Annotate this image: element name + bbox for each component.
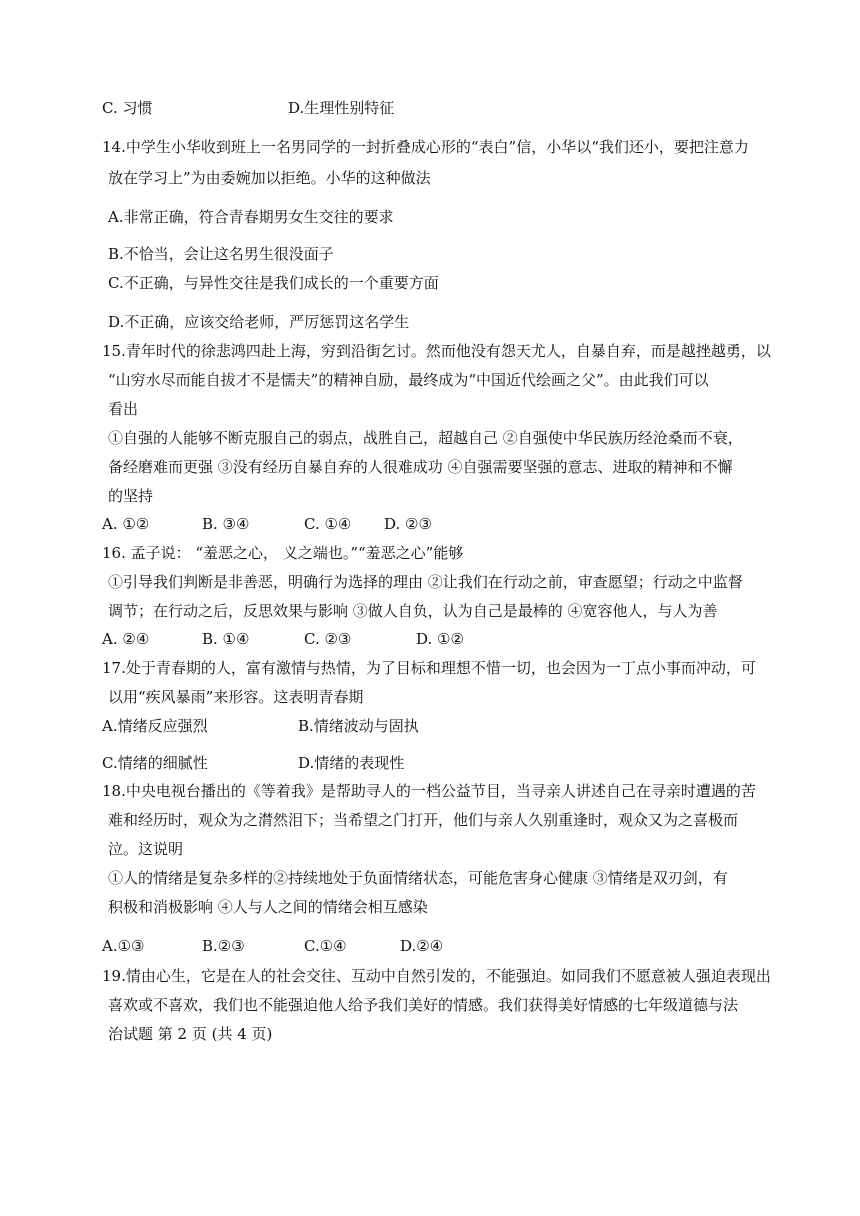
option-d: D.情绪的表现性 — [298, 754, 405, 772]
question-16-statements: ①引导我们判断是非善恶，明确行为选择的理由 ②让我们在行动之前，审查愿望；行动之中监督 — [108, 573, 743, 591]
question-18-statements: ①人的情绪是复杂多样的②持续地处于负面情绪状态，可能危害身心健康 ③情绪是双刃剑，有 — [108, 869, 728, 887]
question-16-stem: 16. 孟子说： “羞恶之心， 义之端也。”“羞恶之心”能够 — [102, 544, 464, 562]
question-14-stem: 14.中学生小华收到班上一名男同学的一封折叠成心形的“表白”信，小华以“我们还小，要把注意力 — [102, 138, 749, 156]
question-19-stem-cont: 喜欢或不喜欢，我们也不能强迫他人给予我们美好的情感。我们获得美好情感的七年级道德与法 — [108, 996, 739, 1014]
question-18-stem-cont: 难和经历时，观众为之潸然泪下；当希望之门打开，他们与亲人久别重逢时，观众又为之喜极而 — [108, 811, 739, 829]
question-15-stem-cont: “山穷水尽而能自拔才不是懦夫”的精神自励，最终成为“中国近代绘画之父”。由此我们可以 — [108, 371, 709, 389]
page-footer: 治试题 第 2 页 (共 4 页) — [108, 1025, 273, 1043]
option-b: B.②③ — [202, 937, 245, 955]
option-c: C.情绪的细腻性 — [102, 754, 208, 772]
option-d: D.生理性别特征 — [288, 99, 395, 117]
option-c: C. 习惯 — [102, 99, 153, 117]
option-c: C.不正确，与异性交往是我们成长的一个重要方面 — [108, 274, 439, 292]
question-17-stem-cont: 以用“疾风暴雨”来形容。这表明青春期 — [108, 688, 364, 706]
option-a: A.非常正确，符合青春期男女生交往的要求 — [108, 208, 394, 226]
question-19-stem: 19.情由心生，它是在人的社会交往、互动中自然引发的，不能强迫。如同我们不愿意被人强迫表现出 — [102, 967, 771, 985]
question-15-stem: 15.青年时代的徐悲鸿四赴上海，穷到沿街乞讨。然而他没有怨天尤人，自暴自弃，而是越挫越勇，以 — [102, 342, 771, 360]
question-15-stem-cont: 看出 — [108, 400, 139, 418]
option-b: B.不恰当，会让这名男生很没面子 — [108, 245, 334, 263]
option-c: C. ①④ — [304, 515, 352, 533]
option-d: D. ②③ — [384, 515, 432, 533]
question-16-statements: 调节；在行动之后，反思效果与影响 ③做人自负，认为自己是最棒的 ④宽容他人，与人为善 — [108, 602, 718, 620]
option-b: B. ①④ — [202, 630, 250, 648]
option-d: D.②④ — [400, 937, 444, 955]
option-a: A. ①② — [102, 515, 150, 533]
question-14-stem-cont: 放在学习上”为由委婉加以拒绝。小华的这种做法 — [108, 169, 431, 187]
option-d: D.不正确，应该交给老师，严厉惩罚这名学生 — [108, 313, 410, 331]
question-18-stem-cont: 泣。这说明 — [108, 840, 184, 858]
option-a: A.①③ — [102, 937, 145, 955]
question-18-statements: 积极和消极影响 ④人与人之间的情绪会相互感染 — [108, 898, 428, 916]
option-c: C. ②③ — [304, 630, 352, 648]
option-b: B.情绪波动与固执 — [298, 717, 419, 735]
question-15-statements: 的坚持 — [108, 487, 154, 505]
option-b: B. ③④ — [202, 515, 250, 533]
question-15-statements: ①自强的人能够不断克服自己的弱点，战胜自己，超越自己 ②自强使中华民族历经沧桑而不衰， — [108, 429, 743, 447]
option-a: A. ②④ — [102, 630, 150, 648]
option-d: D. ①② — [416, 630, 464, 648]
question-15-statements: 备经磨难而更强 ③没有经历自暴自弃的人很难成功 ④自强需要坚强的意志、进取的精神和不懈 — [108, 458, 733, 476]
option-a: A.情绪反应强烈 — [102, 717, 208, 735]
question-17-stem: 17.处于青春期的人，富有激情与热情，为了目标和理想不惜一切，也会因为一丁点小事而冲动，可 — [102, 659, 756, 677]
question-18-stem: 18.中央电视台播出的《等着我》是帮助寻人的一档公益节目，当寻亲人讲述自己在寻亲时遭遇的苦 — [102, 782, 756, 800]
option-c: C.①④ — [304, 937, 347, 955]
